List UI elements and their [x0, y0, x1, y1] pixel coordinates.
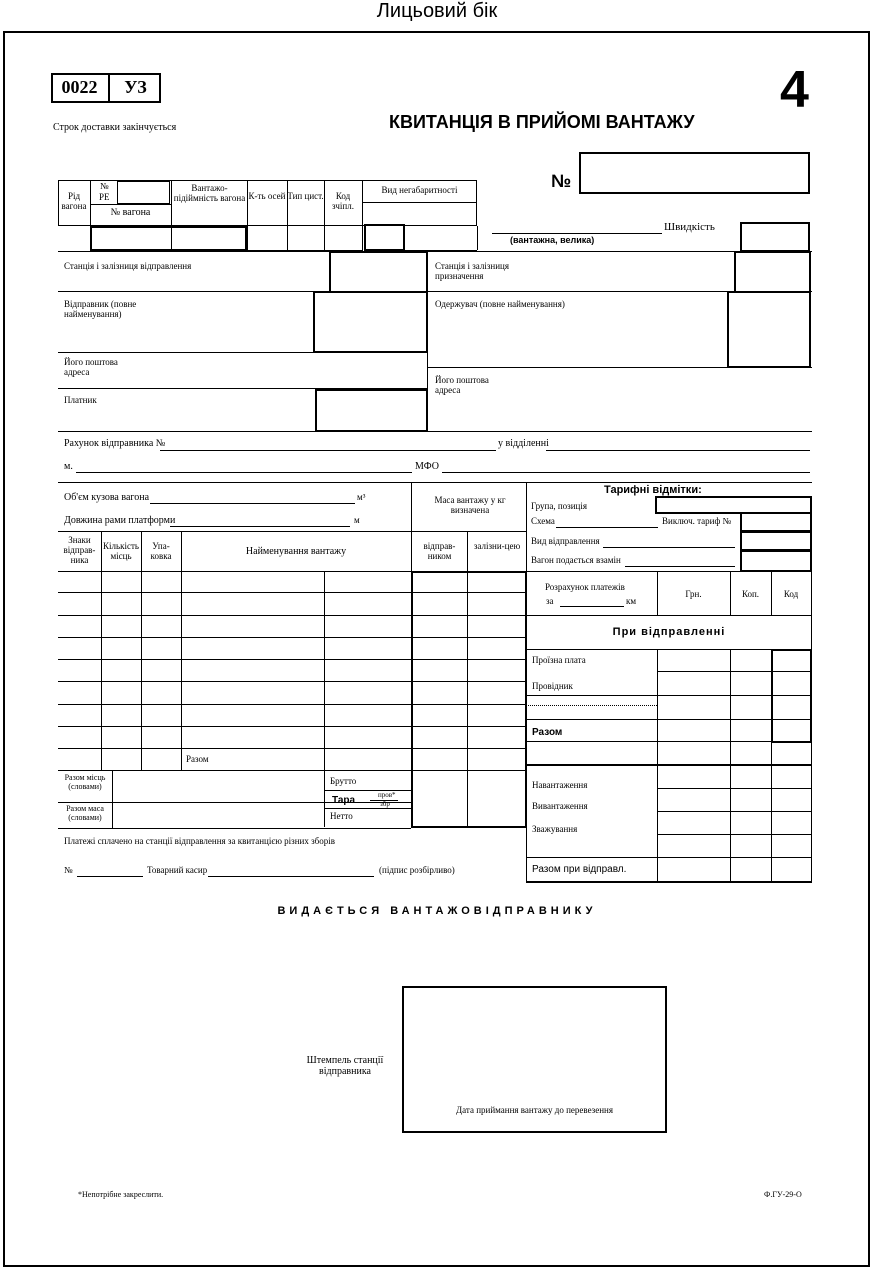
weighing-label: Зважування — [532, 824, 578, 834]
payer-code[interactable] — [315, 389, 428, 432]
station-to-code[interactable] — [734, 251, 811, 293]
platform-label: Довжина рами платформи — [64, 515, 176, 526]
issued-to-sender: ВИДАЄТЬСЯ ВАНТАЖОВІДПРАВНИКУ — [277, 905, 597, 917]
mass-words-label: Разом маса (словами) — [66, 804, 104, 822]
city-label: м. — [64, 461, 73, 472]
volume-unit: м³ — [357, 492, 366, 502]
station-from-label: Станція і залізниця відправлення — [64, 261, 192, 271]
payment-no-label: № — [64, 865, 73, 875]
guide-label: Провідник — [532, 681, 573, 691]
wagon-kind-label: Рід вагона — [61, 191, 87, 211]
calc-label: Розрахунок платежів — [545, 582, 625, 592]
wagon-sub-label: Вагон подається взамін — [531, 555, 621, 565]
fare-label: Проїзна плата — [532, 655, 586, 665]
col-marks: Знаки відправ-ника — [63, 535, 96, 565]
receiver-address-label: Його поштова адреса — [435, 375, 489, 395]
footnote: *Непотрібне закреслити. — [78, 1190, 164, 1199]
branch-label: у відділенні — [498, 438, 549, 449]
col-by-sender: відправ-ником — [423, 541, 456, 561]
tara-zbr-label: збр — [380, 800, 390, 808]
document-title: КВИТАНЦІЯ В ПРИЙОМІ ВАНТАЖУ — [389, 112, 695, 132]
form-id: Ф.ГУ-29-О — [764, 1190, 802, 1199]
platform-unit: м — [354, 515, 360, 525]
form-code-left: 0022 — [61, 77, 98, 97]
accept-date-label: Дата приймання вантажу до перевезення — [456, 1105, 613, 1115]
cargo-total-label: Разом — [186, 754, 209, 764]
station-from-code[interactable] — [329, 251, 428, 293]
code-column-box — [771, 649, 812, 743]
mfo-label: МФО — [415, 461, 440, 472]
unloading-label: Вивантаження — [532, 801, 588, 811]
copy-number: 4 — [780, 61, 809, 119]
volume-label: Об'єм кузова вагона — [64, 492, 150, 503]
speed-hint: (вантажна, велика) — [510, 235, 595, 245]
col-count: Кількість місць — [102, 541, 139, 561]
loading-label: Навантаження — [532, 780, 588, 790]
side-label: Лицьовий бік — [376, 0, 498, 22]
speed-label: Швидкість — [664, 221, 715, 233]
receiver-code[interactable] — [727, 291, 811, 368]
sender-label: Відправник (повне найменування) — [64, 299, 137, 319]
total-dispatch-label: Разом при відправл. — [532, 864, 627, 875]
tara-label: Тара — [332, 795, 356, 806]
coupling-label: Код зчіпл. — [332, 191, 354, 211]
legible-label: (підпис розбірливо) — [379, 865, 455, 875]
speed-field[interactable] — [740, 222, 810, 252]
calc-km-label: км — [626, 596, 637, 606]
send-type-field[interactable] — [740, 531, 812, 551]
excl-tariff-label: Виключ. тариф № — [662, 516, 732, 526]
on-dispatch-header: При відправленні — [612, 626, 726, 638]
axles-label: К-ть осей — [248, 191, 286, 201]
number-label: № — [551, 171, 572, 191]
col-by-rail: залізни-цею — [473, 541, 521, 551]
account-label: Рахунок відправника № — [64, 438, 166, 449]
wagon-sub-field[interactable] — [740, 550, 812, 572]
capacity-label: Вантажо-підіймність вагона — [173, 183, 246, 203]
razom-label: Разом — [532, 727, 563, 738]
kod-label: Код — [783, 589, 799, 599]
col-pack: Упа-ковка — [150, 541, 172, 561]
station-to-label: Станція і залізниця призначення — [435, 261, 509, 281]
tank-type-label: Тип цист. — [287, 191, 324, 201]
no-label: № — [100, 181, 109, 191]
tara-prov-label: пров* — [378, 791, 396, 799]
excl-tariff-field[interactable] — [740, 512, 812, 532]
mass-header: Маса вантажу у кг визначена — [434, 495, 506, 515]
payments-note: Платежі сплачено на станції відправлення за квитанцією різних зборів — [64, 836, 335, 846]
wagon-no-label: № вагона — [110, 207, 151, 218]
cashier-label: Товарний касир — [147, 865, 208, 875]
kop-label: Коп. — [741, 589, 760, 599]
scheme-label: Схема — [531, 516, 555, 526]
receipt-number-field[interactable] — [579, 152, 810, 194]
coupling-code-field[interactable] — [364, 224, 405, 251]
oversize-label: Вид негабаритності — [381, 185, 458, 195]
form-code-right: УЗ — [124, 77, 147, 97]
wagon-number-field[interactable] — [90, 226, 247, 251]
payer-label: Платник — [64, 395, 97, 405]
receiver-label: Одержувач (повне найменування) — [435, 299, 565, 309]
re-label: РЕ — [99, 192, 110, 202]
mass-values-box — [411, 571, 527, 828]
sender-code[interactable] — [313, 291, 428, 353]
group-label: Група, позиція — [531, 501, 587, 511]
calc-za-label: за — [546, 596, 554, 606]
stamp-label: Штемпель станції відправника — [306, 1055, 384, 1077]
netto-label: Нетто — [330, 811, 353, 821]
tariff-header: Тарифні відмітки: — [604, 484, 702, 496]
send-type-label: Вид відправлення — [531, 536, 600, 546]
brutto-label: Брутто — [330, 776, 357, 786]
col-name: Найменування вантажу — [245, 546, 347, 557]
places-words-label: Разом місць (словами) — [64, 773, 106, 791]
grn-label: Грн. — [685, 589, 702, 599]
delivery-deadline: Строк доставки закінчується — [53, 122, 177, 133]
sender-address-label: Його поштова адреса — [64, 357, 118, 377]
